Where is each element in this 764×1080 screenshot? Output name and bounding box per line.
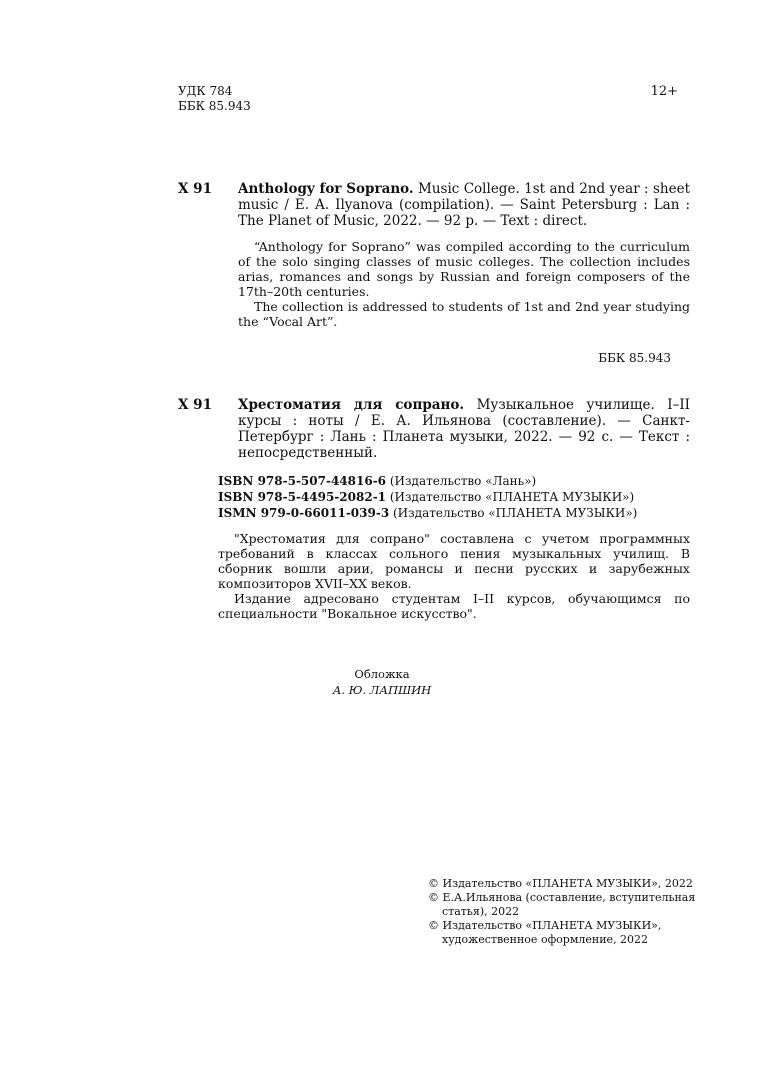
isbn-publisher: (Издательство «ПЛАНЕТА МУЗЫКИ») (386, 490, 635, 504)
russian-annotation (178, 531, 690, 621)
cover-credit (0, 666, 764, 698)
bbk-code-right: ББК 85.943 (598, 351, 671, 365)
annotation-paragraph: The collection is addressed to students of 1st and 2nd year studying the “Vocal Art”. (238, 299, 690, 329)
age-rating: 12+ (650, 84, 678, 99)
isbn-line (218, 473, 690, 489)
copyright-line: © Издательство «ПЛАНЕТА МУЗЫКИ», 2022 (428, 877, 693, 890)
udc-code: УДК 784 (178, 84, 233, 98)
entry-description: Music College. 1st and 2nd year : sheet music / E. A. Ilyanova (compilation). — Saint Petersburg : Lan : The Planet of Music, 2022. — 92 p. — Text : direct. (238, 181, 691, 229)
copyright-block (428, 877, 718, 947)
russian-catalog-entry (178, 397, 690, 621)
ismn-publisher: (Издательство «ПЛАНЕТА МУЗЫКИ») (389, 506, 638, 520)
english-catalog-entry (178, 181, 690, 329)
ismn-line (218, 505, 690, 521)
english-annotation (178, 239, 690, 329)
annotation-paragraph: “Anthology for Soprano” was compiled according to the curriculum of the solo singing classes of music colleges. The collection includes arias, romances and songs by Russian and foreign composers of the 17th–20th centuries. (238, 239, 690, 299)
isbn-line (218, 489, 690, 505)
bbk-code: ББК 85.943 (178, 99, 251, 113)
author-mark: Х 91 (178, 181, 212, 197)
english-entry-heading (178, 181, 690, 229)
author-mark: Х 91 (178, 397, 212, 413)
identifiers-list (178, 473, 690, 521)
classification-codes (178, 84, 251, 114)
annotation-paragraph: Издание адресовано студентам I–II курсов, обучающимся по специальности "Вокальное искусство". (218, 591, 690, 621)
ismn-code: ISMN 979-0-66011-039-3 (218, 506, 390, 520)
isbn-publisher: (Издательство «Лань») (386, 474, 537, 488)
entry-description: Музыкальное училище. I–II курсы : ноты / Е. А. Ильянова (составление). — Санкт-Петербург : Лань : Планета музыки, 2022. — 92 с. — Текст : непосредственный. (238, 397, 690, 461)
entry-title: Anthology for Soprano. (238, 181, 414, 197)
entry-title: Хрестоматия для сопрано. (238, 397, 465, 413)
cover-label: Обложка (354, 667, 410, 681)
cover-artist: А. Ю. ЛАПШИН (332, 683, 432, 697)
russian-entry-heading (178, 397, 690, 461)
annotation-paragraph: "Хрестоматия для сопрано" составлена с учетом программных требований в классах сольного пения музыкальных училищ. В сборник вошли арии, романсы и песни русских и зарубежных композиторов XVII–XX веков. (218, 531, 690, 591)
copyright-line: © Издательство «ПЛАНЕТА МУЗЫКИ», художественное оформление, 2022 (428, 919, 662, 946)
copyright-line: © Е.А.Ильянова (составление, вступительная статья), 2022 (428, 891, 696, 918)
isbn-code: ISBN 978-5-4495-2082-1 (218, 490, 387, 504)
isbn-code: ISBN 978-5-507-44816-6 (218, 474, 387, 488)
